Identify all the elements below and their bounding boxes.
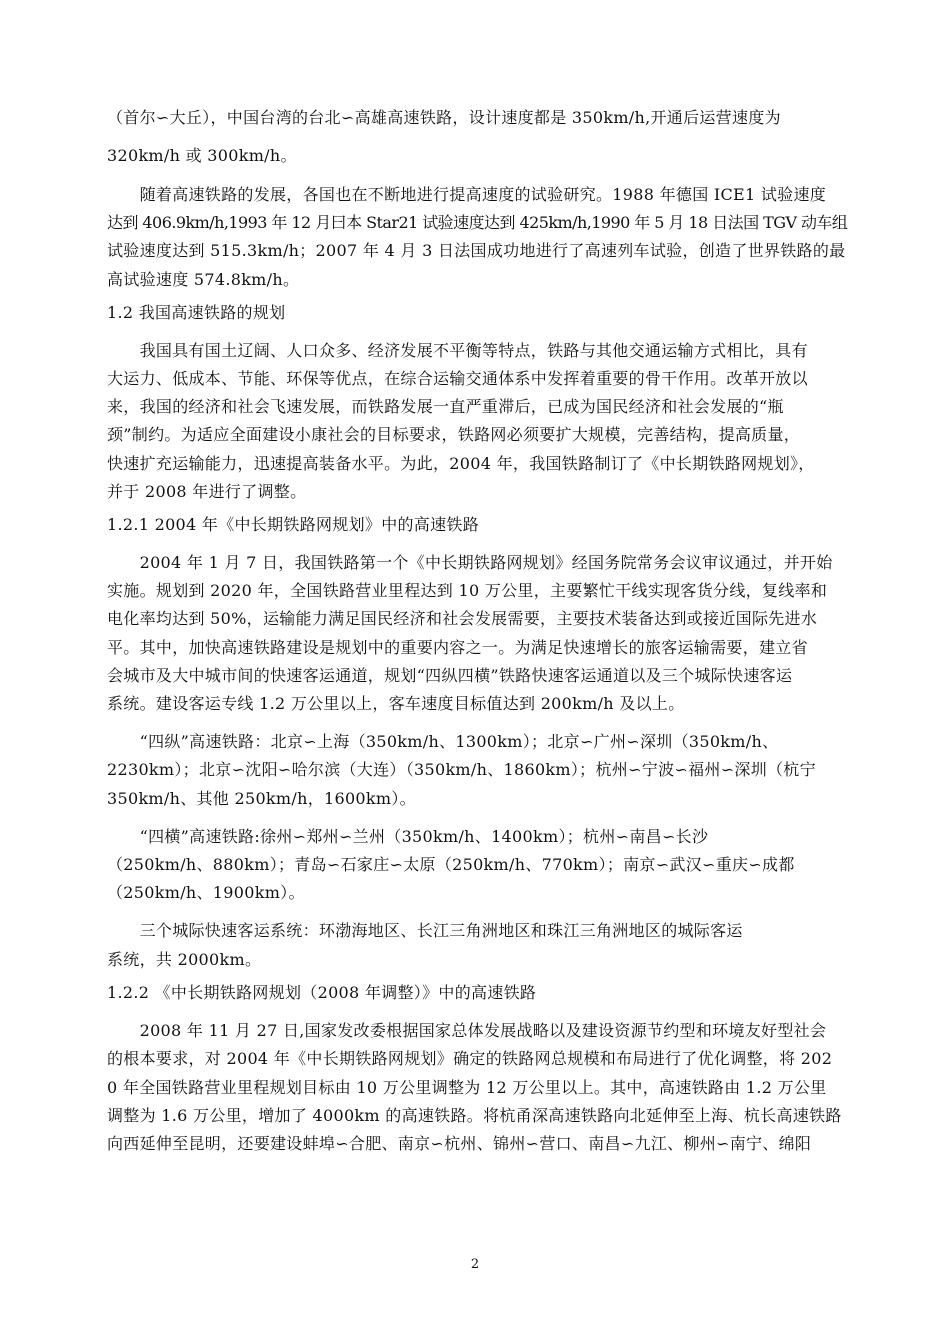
text-line: 大运力、低成本、节能、环保等优点，在综合运输交通体系中发挥着重要的骨干作用。改革开放以 — [107, 369, 808, 388]
text-line: 随着高速铁路的发展，各国也在不断地进行提高速度的试验研究。1988 年德国 ICE1 试验速度 — [107, 185, 827, 204]
page-number: 2 — [470, 1257, 480, 1272]
section-heading-1-2-1: 1.2.1 2004 年《中长期铁路网规划》中的高速铁路 — [107, 515, 480, 534]
text-line: （250km/h、1900km）。 — [107, 883, 305, 902]
text-line: 320km/h 或 300km/h。 — [107, 146, 297, 165]
text-line: 向西延伸至昆明，还要建设蚌埠∽合肥、南京∽杭州、锦州∽营口、南昌∽九江、柳州∽南宁、绵阳 — [107, 1134, 812, 1153]
text-line: 0 年全国铁路营业里程规划目标由 10 万公里调整为 12 万公里以上。其中，高速铁路由 1.2 万公里 — [107, 1078, 827, 1097]
text-line: 来，我国的经济和社会飞速发展，而铁路发展一直严重滞后，已成为国民经济和社会发展的“瓶 — [107, 397, 784, 416]
section-heading-1-2-2: 1.2.2 《中长期铁路网规划（2008 年调整）》中的高速铁路 — [107, 983, 537, 1002]
text-line: 试验速度达到 515.3km/h；2007 年 4 月 3 日法国成功地进行了高速列车试验，创造了世界铁路的最 — [107, 241, 846, 260]
text-line: 2008 年 11 月 27 日,国家发改委根据国家总体发展战略以及建设资源节约型和环境友好型社会 — [107, 1021, 827, 1040]
text-line: 系统。建设客运专线 1.2 万公里以上，客车速度目标值达到 200km/h 及以上。 — [107, 694, 685, 713]
text-line: （首尔∽大丘），中国台湾的台北∽高雄高速铁路，设计速度都是 350km/h,开通后运营速度为 — [107, 108, 781, 127]
text-line: 平。其中，加快高速铁路建设是规划中的重要内容之一。为满足快速增长的旅客运输需要，建立省 — [107, 638, 808, 657]
text-line: 三个城际快速客运系统：环渤海地区、长江三角洲地区和珠江三角洲地区的城际客运 — [107, 921, 743, 940]
text-line: 达到 406.9km/h,1993 年 12 月曰本 Star21 试验速度达到 425km/h,1990 年 5 月 18 日法国 TGV 动车组 — [107, 213, 848, 232]
text-line: 350km/h、其他 250km/h，1600km）。 — [107, 789, 416, 808]
text-line: 调整为 1.6 万公里，增加了 4000km 的高速铁路。将杭甬深高速铁路向北延伸至上海、杭长高速铁路 — [107, 1106, 842, 1125]
text-line: 2004 年 1 月 7 日，我国铁路第一个《中长期铁路网规划》经国务院常务会议审议通过，并开始 — [107, 553, 833, 572]
text-line: “四横”高速铁路:徐州∽郑州∽兰州（350km/h、1400km）；杭州∽南昌∽长沙 — [107, 827, 709, 846]
text-line: （250km/h、880km）；青岛∽石家庄∽太原（250km/h、770km）；南京∽武汉∽重庆∽成都 — [107, 855, 795, 874]
text-line: 我国具有国土辽阔、人口众多、经济发展不平衡等特点，铁路与其他交通运输方式相比，具有 — [107, 341, 808, 360]
text-line: 会城市及大中城市间的快速客运通道，规划“四纵四横”铁路快速客运通道以及三个城际快速客运 — [107, 666, 793, 685]
text-line: 并于 2008 年进行了调整。 — [107, 482, 307, 501]
text-line: 实施。规划到 2020 年，全国铁路营业里程达到 10 万公里，主要繁忙干线实现客货分线，复线率和 — [107, 581, 828, 600]
text-line: 高试验速度 574.8km/h。 — [107, 270, 300, 289]
text-line: 电化率均达到 50%，运输能力满足国民经济和社会发展需要，主要技术装备达到或接近国际先进水 — [107, 609, 818, 628]
text-line: 的根本要求，对 2004 年《中长期铁路网规划》确定的铁路网总规模和布局进行了优化调整，将 202 — [107, 1049, 833, 1068]
text-line: 颈”制约。为适应全面建设小康社会的目标要求，铁路网必须要扩大规模，完善结构，提高质量， — [107, 425, 801, 444]
text-line: 系统，共 2000km。 — [107, 950, 262, 969]
text-line: 2230km）；北京∽沈阳∽哈尔滨（大连）（350km/h、1860km）；杭州∽宁波∽福州∽深圳（杭宁 — [107, 760, 816, 779]
section-heading-1-2: 1.2 我国高速铁路的规划 — [107, 303, 286, 322]
text-line: 快速扩充运输能力，迅速提高装备水平。为此，2004 年，我国铁路制订了《中长期铁路网规划》， — [107, 454, 815, 473]
text-line: “四纵”高速铁路：北京∽上海（350km/h、1300km）；北京∽广州∽深圳（350km/h、 — [107, 732, 779, 751]
